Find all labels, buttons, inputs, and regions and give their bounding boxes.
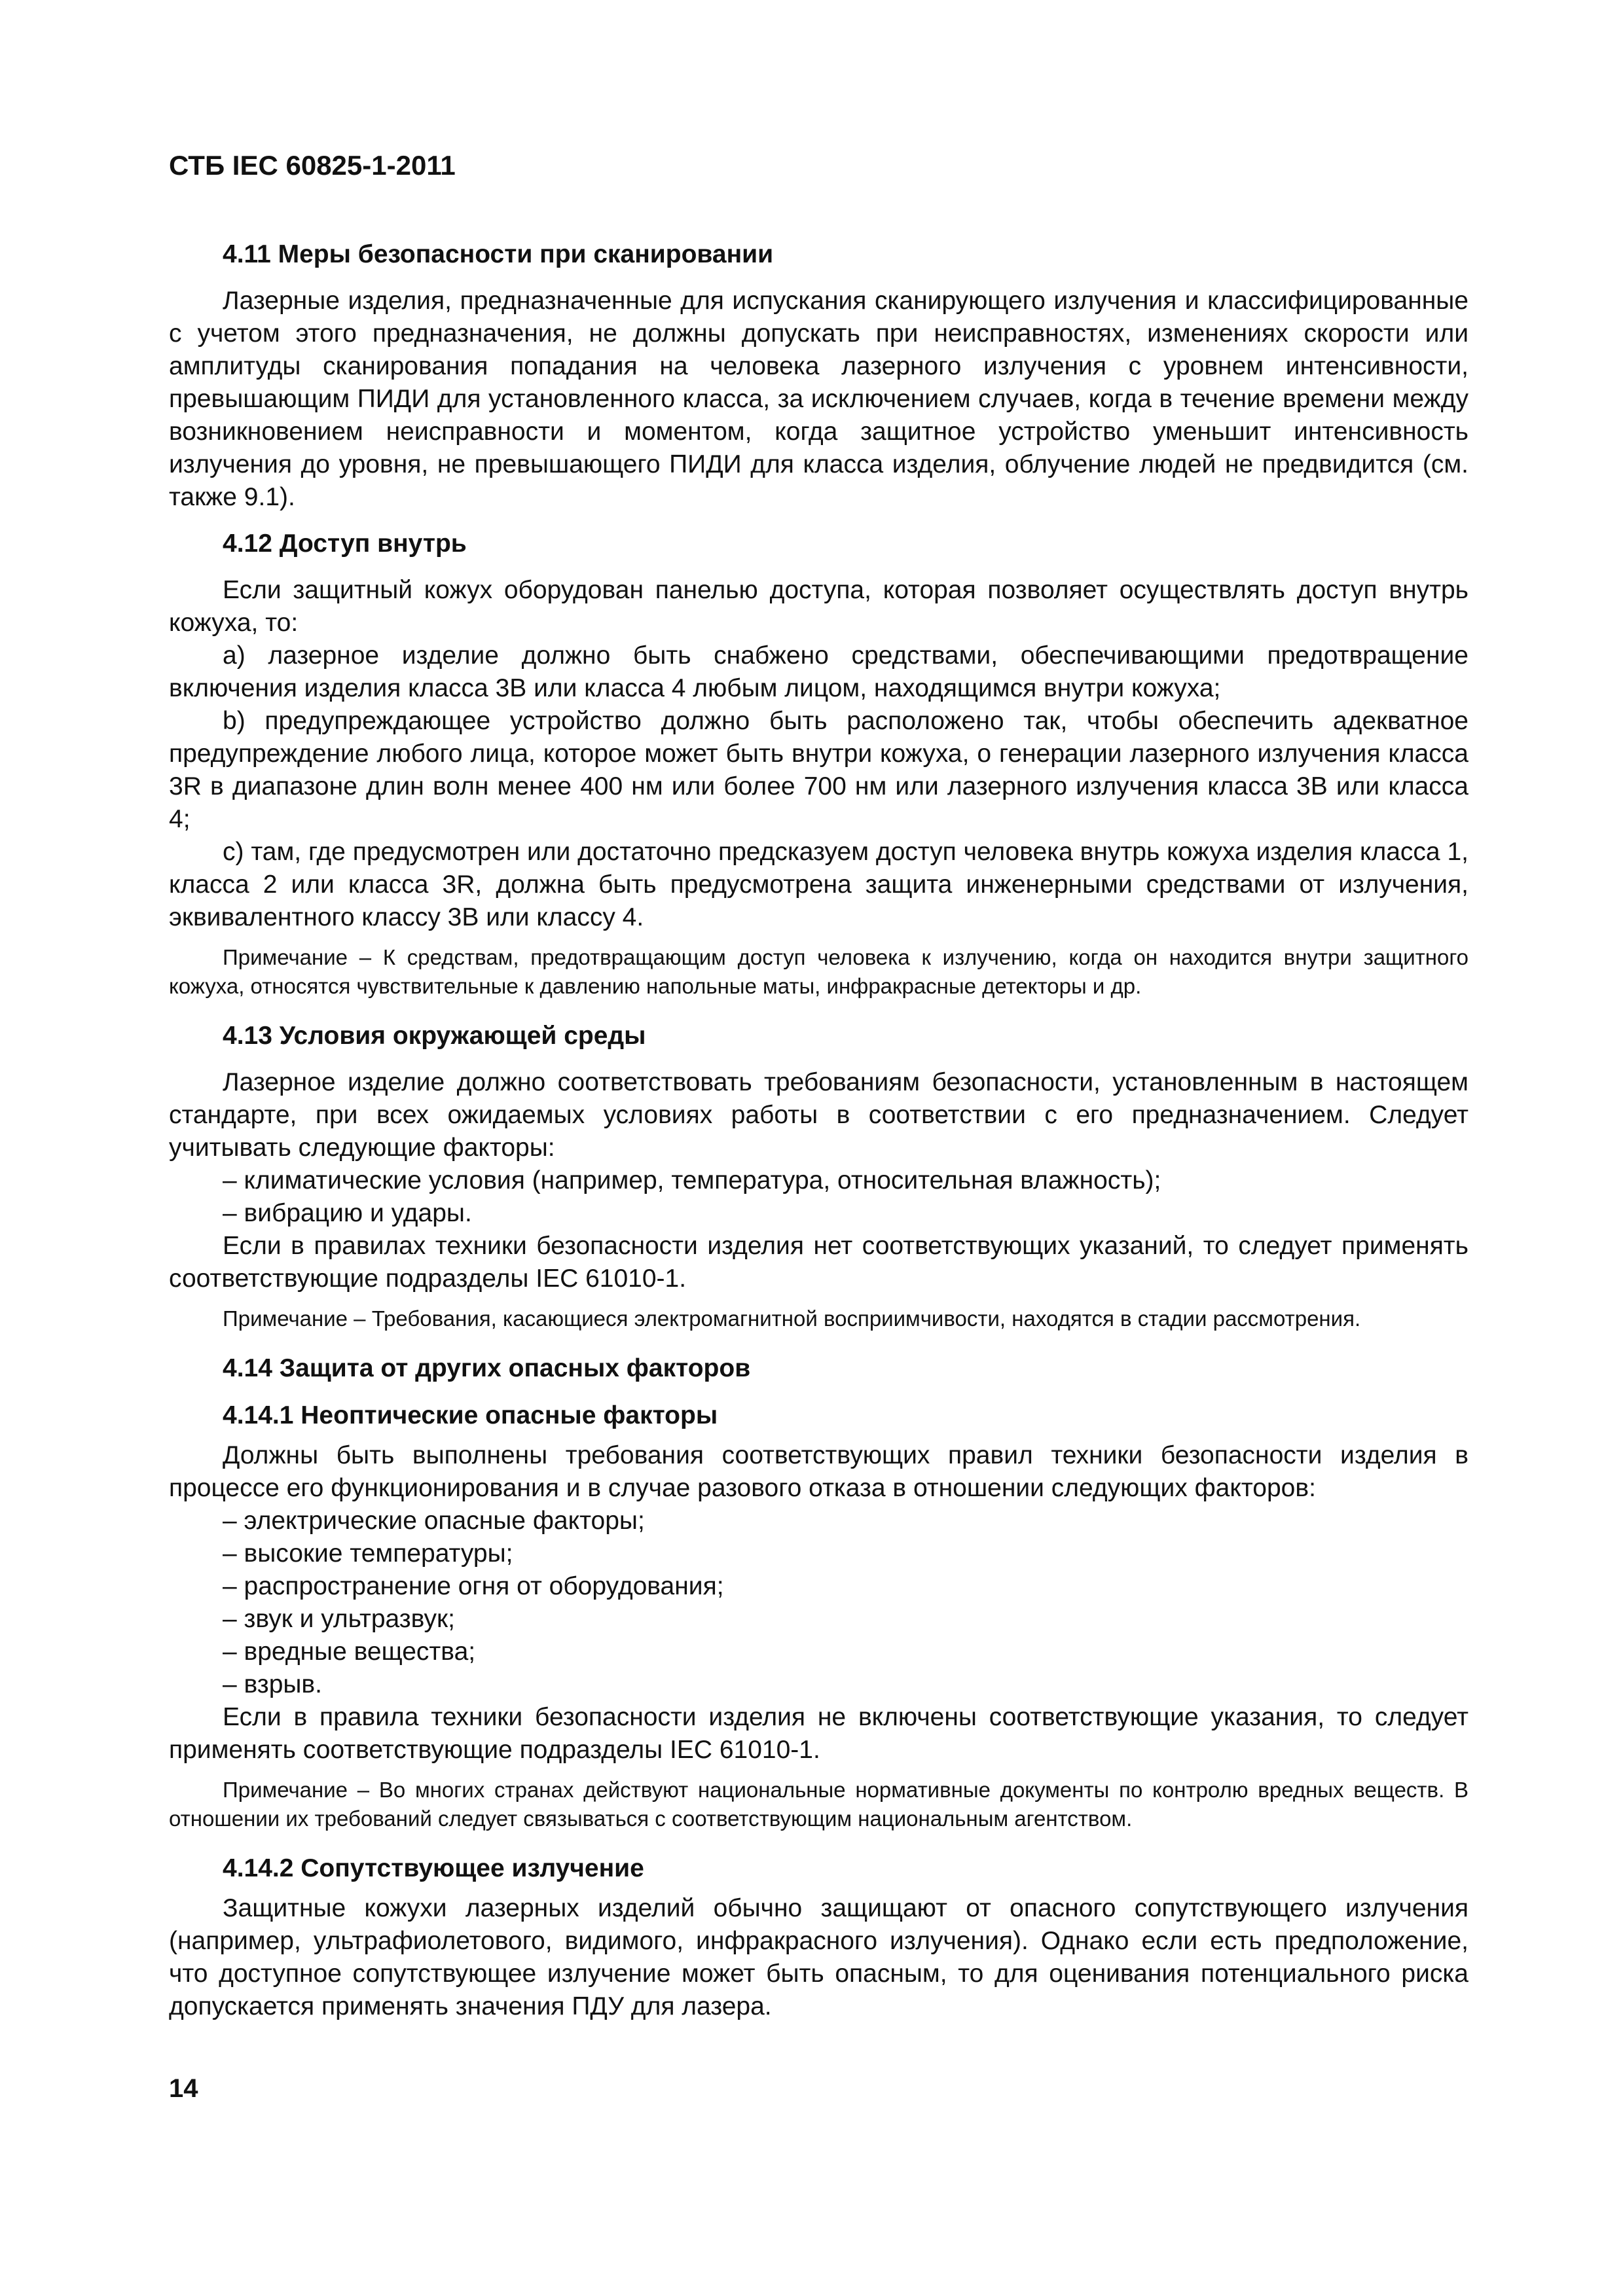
paragraph: Должны быть выполнены требования соответствующих правил техники безопасности изделия в процессе его функционирования и в случае разового отказа в отношении следующих факторов: xyxy=(169,1441,1468,1502)
paragraph: Защитные кожухи лазерных изделий обычно защищают от опасного сопутствующего излучения (например, ультрафиолетового, видимого, инфракрасного излучения). Однако если есть предположение, что доступное сопутствующее излучение может быть опасным, то для оценивания потенциального риска допускается применять значения ПДУ для лазера. xyxy=(169,1894,1468,2020)
list-item-b: b) предупреждающее устройство должно быть расположено так, чтобы обеспечить адекватное предупреждение любого лица, которое может быть внутри кожуха, о генерации лазерного излучения класса 3R в диапазоне длин волн менее 400 нм или более 700 нм или лазерного излучения класса 3B или класса 4; xyxy=(169,707,1468,833)
list-item-a: a) лазерное изделие должно быть снабжено средствами, обеспечивающими предотвращение включения изделия класса 3B или класса 4 любым лицом, находящимся внутри кожуха; xyxy=(169,641,1468,702)
section-heading-4-12: 4.12 Доступ внутрь xyxy=(223,529,467,558)
paragraph: Если защитный кожух оборудован панелью доступа, которая позволяет осуществлять доступ внутрь кожуха, то: xyxy=(169,576,1468,637)
list-item: – вибрацию и удары. xyxy=(223,1199,472,1227)
list-item: – звук и ультразвук; xyxy=(223,1605,455,1633)
section-heading-4-11: 4.11 Меры безопасности при сканировании xyxy=(223,240,774,268)
section-heading-4-14: 4.14 Защита от других опасных факторов xyxy=(223,1354,751,1382)
paragraph: Лазерное изделие должно соответствовать требованиям безопасности, установленным в настоящем стандарте, при всех ожидаемых условиях работы в соответствии с его предназначением. Следует учитывать следующие факторы: xyxy=(169,1068,1468,1162)
list-item: – климатические условия (например, температура, относительная влажность); xyxy=(223,1166,1161,1194)
paragraph: Если в правилах техники безопасности изделия нет соответствующих указаний, то следует применять соответствующие подразделы IEC 61010-1. xyxy=(169,1232,1468,1293)
document-id-header: СТБ IEC 60825-1-2011 xyxy=(169,150,456,181)
paragraph: Лазерные изделия, предназначенные для испускания сканирующего излучения и классифицированные с учетом этого предназначения, не должны допускать при неисправностях, изменениях скорости или амплитуды сканирования попадания на человека лазерного излучения с уровнем интенсивности, превышающим ПИДИ для установленного класса, за исключением случаев, когда в течение времени между возникновением неисправности и моментом, когда защитное устройство уменьшит интенсивность излучения до уровня, не превышающего ПИДИ для класса изделия, облучение людей не предвидится (см. также 9.1). xyxy=(169,287,1468,511)
note: Примечание – К средствам, предотвращающим доступ человека к излучению, когда он находится внутри защитного кожуха, относятся чувствительные к давлению напольные маты, инфракрасные детекторы и др. xyxy=(169,945,1468,998)
page-number: 14 xyxy=(169,2074,198,2103)
note: Примечание – Требования, касающиеся электромагнитной восприимчивости, находятся в стадии рассмотрения. xyxy=(223,1306,1361,1331)
subsection-heading-4-14-2: 4.14.2 Сопутствующее излучение xyxy=(223,1854,644,1882)
document-page xyxy=(169,147,1468,2023)
note: Примечание – Во многих странах действуют национальные нормативные документы по контролю вредных веществ. В отношении их требований следует связываться с соответствующим национальным агентством. xyxy=(169,1778,1468,1831)
section-heading-4-13: 4.13 Условия окружающей среды xyxy=(223,1022,646,1050)
list-item: – электрические опасные факторы; xyxy=(223,1507,645,1535)
list-item: – высокие температуры; xyxy=(223,1539,513,1568)
paragraph: Если в правила техники безопасности изделия не включены соответствующие указания, то следует применять соответствующие подразделы IEC 61010-1. xyxy=(169,1703,1468,1764)
list-item: – вредные вещества; xyxy=(223,1638,476,1666)
list-item: – взрыв. xyxy=(223,1670,322,1698)
subsection-heading-4-14-1: 4.14.1 Неоптические опасные факторы xyxy=(223,1401,718,1429)
list-item: – распространение огня от оборудования; xyxy=(223,1572,724,1600)
list-item-c: c) там, где предусмотрен или достаточно предсказуем доступ человека внутрь кожуха изделия класса 1, класса 2 или класса 3R, должна быть предусмотрена защита инженерными средствами от излучения, эквивалентного классу 3B или классу 4. xyxy=(169,838,1468,931)
